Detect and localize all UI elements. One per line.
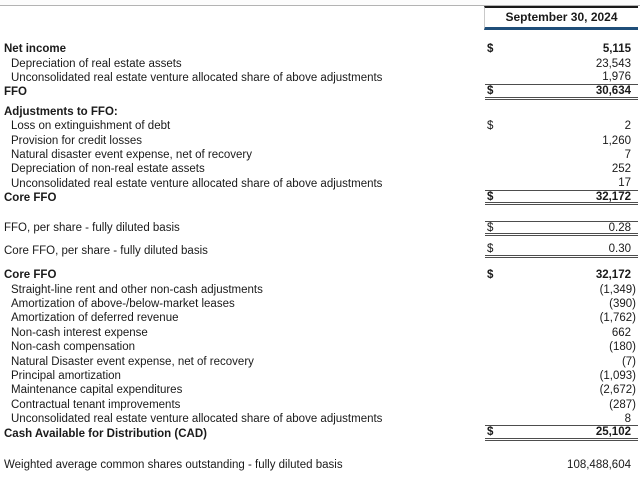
- amortization-above-below-market-leases: [0, 297, 640, 311]
- row-amount-cell: [485, 354, 638, 368]
- row-label: Unconsolidated real estate venture allocated share of above adjustments: [11, 177, 383, 190]
- currency-symbol: $: [487, 84, 494, 97]
- row-label: Core FFO: [4, 269, 57, 282]
- row-value: 25,102: [595, 426, 631, 439]
- row-value: 23,543: [595, 57, 631, 70]
- row-amount-cell: [485, 458, 638, 472]
- period-header-cell: [484, 6, 638, 30]
- principal-amortization: [0, 369, 640, 383]
- row-label: Unconsolidated real estate venture allocated share of above adjustments: [11, 71, 383, 84]
- row-label: Non-cash interest expense: [11, 326, 148, 339]
- row-value: 8: [624, 412, 631, 425]
- currency-symbol: $: [487, 426, 494, 439]
- maintenance-capital-expenditures: [0, 383, 640, 397]
- adjustments-to-ffo-heading: [0, 105, 640, 119]
- row-value: 5,115: [602, 43, 631, 56]
- column-header-row: [0, 6, 640, 30]
- amortization-deferred-revenue: [0, 311, 640, 325]
- row-value: (1,349): [599, 283, 636, 296]
- row-amount-cell: [485, 311, 638, 325]
- row-label: Maintenance capital expenditures: [11, 384, 183, 397]
- row-value: 662: [611, 326, 631, 339]
- ffo-total: [0, 85, 640, 99]
- row-value: 7: [624, 148, 631, 161]
- row-label: Unconsolidated real estate venture allocated share of above adjustments: [11, 413, 383, 426]
- row-value: (390): [609, 298, 636, 311]
- row-value: 0.28: [608, 221, 631, 234]
- row-value: 32,172: [595, 269, 631, 282]
- row-value: (7): [621, 355, 636, 368]
- currency-symbol: $: [487, 43, 494, 56]
- row-label: Depreciation of real estate assets: [11, 57, 182, 70]
- row-label: Weighted average common shares outstanding - fully diluted basis: [4, 458, 343, 471]
- currency-symbol: $: [487, 120, 494, 133]
- row-value: (1,762): [599, 312, 636, 325]
- natural-disaster-expense-cad: [0, 354, 640, 368]
- row-label: FFO: [4, 86, 27, 99]
- row-label: Natural Disaster event expense, net of recovery: [11, 355, 254, 368]
- row-value: (1,093): [599, 370, 636, 382]
- row-amount-cell: [485, 297, 638, 311]
- non-cash-compensation: [0, 340, 640, 354]
- row-value: 1,260: [602, 134, 631, 147]
- core-ffo-total: [0, 191, 640, 205]
- currency-symbol: $: [487, 269, 494, 282]
- row-label: Provision for credit losses: [11, 134, 143, 147]
- currency-symbol: $: [487, 221, 494, 234]
- row-value: 0.30: [608, 243, 631, 256]
- row-amount-cell: [485, 42, 638, 56]
- straight-line-rent: [0, 282, 640, 296]
- row-value: (2,672): [599, 384, 636, 397]
- row-amount-cell: [485, 191, 638, 205]
- row-value: 252: [611, 163, 631, 176]
- row-label: Natural disaster event expense, net of recovery: [11, 148, 252, 161]
- row-value: 17: [618, 177, 631, 190]
- loss-extinguishment-debt: [0, 119, 640, 133]
- row-label: Adjustments to FFO:: [4, 105, 118, 118]
- row-amount-cell: [485, 268, 638, 282]
- row-value: 30,634: [595, 84, 631, 97]
- natural-disaster-expense: [0, 148, 640, 162]
- row-amount-cell: [485, 221, 638, 235]
- cash-available-for-distribution: [0, 426, 640, 440]
- contractual-tenant-improvements: [0, 398, 640, 412]
- row-value: 2: [624, 120, 631, 133]
- row-label: Depreciation of non-real estate assets: [11, 163, 205, 176]
- currency-symbol: $: [487, 243, 494, 256]
- row-amount-cell: [485, 148, 638, 162]
- row-label: Amortization of above-/below-market leases: [11, 298, 235, 311]
- row-amount-cell: [485, 383, 638, 397]
- statement-rows: [0, 42, 640, 472]
- row-amount-cell: [485, 282, 638, 296]
- row-amount-cell: [485, 340, 638, 354]
- row-label: Core FFO: [4, 192, 57, 205]
- row-label: FFO, per share - fully diluted basis: [4, 222, 180, 235]
- depreciation-non-real-estate: [0, 162, 640, 176]
- core-ffo-cad-start: [0, 268, 640, 282]
- row-amount-cell: [485, 244, 638, 258]
- row-label: Cash Available for Distribution (CAD): [4, 427, 207, 440]
- row-label: Core FFO, per share - fully diluted basis: [4, 244, 208, 257]
- weighted-average-shares: [0, 458, 640, 472]
- row-amount-cell: [485, 369, 638, 383]
- core-ffo-per-share: [0, 244, 640, 258]
- period-label: September 30, 2024: [505, 10, 618, 24]
- row-amount-cell: [485, 133, 638, 147]
- row-value: 32,172: [595, 190, 631, 203]
- row-amount-cell: [485, 85, 638, 99]
- row-label: Amortization of deferred revenue: [11, 312, 179, 325]
- row-value: 1,976: [602, 71, 631, 84]
- row-label: Principal amortization: [11, 370, 121, 382]
- row-label: Contractual tenant improvements: [11, 398, 181, 411]
- row-amount-cell: [485, 56, 638, 70]
- row-amount-cell: [485, 105, 638, 119]
- row-value: 108,488,604: [567, 458, 631, 471]
- row-amount-cell: [485, 162, 638, 176]
- row-amount-cell: [485, 398, 638, 412]
- ffo-per-share: [0, 221, 640, 235]
- row-value: (180): [609, 341, 636, 354]
- row-amount-cell: [485, 119, 638, 133]
- row-value: (287): [609, 398, 636, 411]
- row-amount-cell: [485, 426, 638, 440]
- row-label: Straight-line rent and other non-cash adjustments: [11, 283, 263, 296]
- row-label: Non-cash compensation: [11, 341, 136, 354]
- net-income: [0, 42, 640, 56]
- row-label: Loss on extinguishment of debt: [11, 120, 171, 133]
- non-cash-interest-expense: [0, 326, 640, 340]
- row-amount-cell: [485, 326, 638, 340]
- currency-symbol: $: [487, 190, 494, 203]
- depreciation-real-estate: [0, 56, 640, 70]
- provision-credit-losses: [0, 133, 640, 147]
- row-label: Net income: [4, 43, 66, 56]
